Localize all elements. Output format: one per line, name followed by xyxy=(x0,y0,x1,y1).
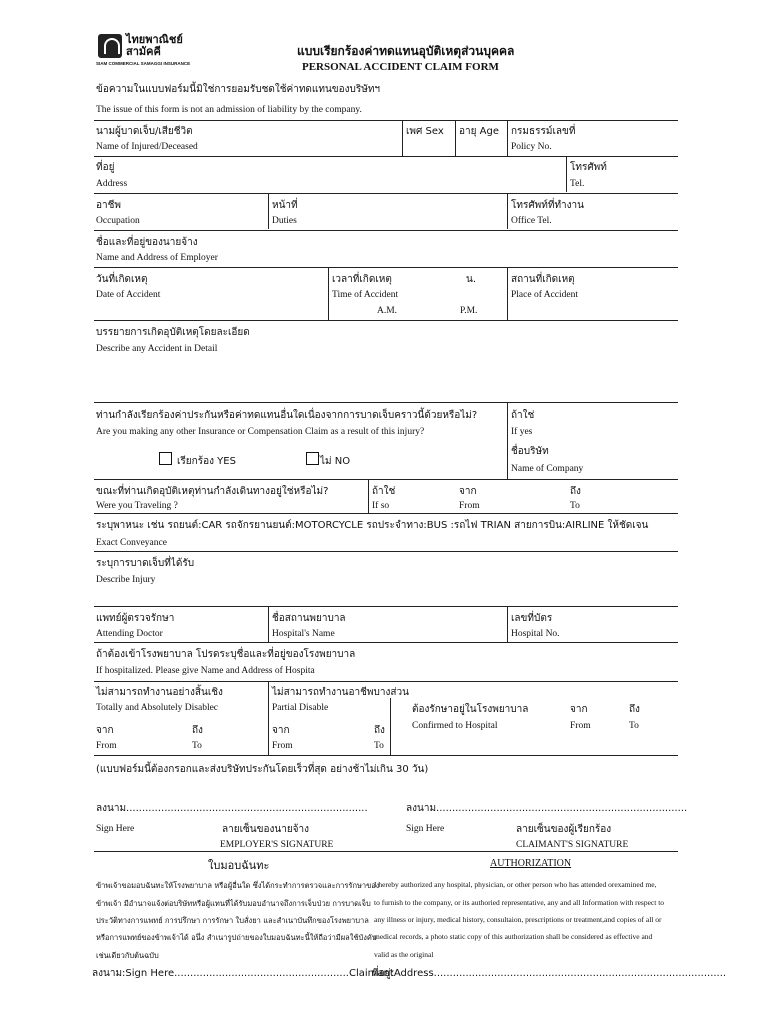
logo-subtitle: SIAM COMMERCIAL SAMAGGI INSURANCE xyxy=(96,61,191,66)
total-disable-label-th: ไม่สามารถทำงานอย่างสิ้นเชิง xyxy=(96,687,223,698)
auth-en-line: I hereby authorized any hospital, physician, or other person who has attended orexamined me, xyxy=(374,880,657,889)
travel-label-th: ขณะที่ท่านเกิดอุบัติเหตุท่านกำลังเดินทางอยู่ใช่หรือไม่? xyxy=(96,486,329,497)
office-tel-label-en: Office Tel. xyxy=(511,216,552,226)
total-to-label-en: To xyxy=(192,741,202,751)
place-label-th: สถานที่เกิดเหตุ xyxy=(511,274,575,285)
auth-th-line: ข้าพเจ้า มีอำนาจแจ้งต่อบริษัทหรือผู้แทนที่ได้รับมอบอำนาจถึงการเจ็บป่วย การบาดเจ็บ xyxy=(96,899,371,908)
auth-claimant-sign-line[interactable]: ลงนาม:Sign Here.......................................................Claimant xyxy=(92,968,394,979)
confined-from-label-en: From xyxy=(570,721,591,731)
doctor-label-en: Attending Doctor xyxy=(96,629,163,639)
employer-sign-line[interactable]: ลงนาม............................................................................ xyxy=(96,803,368,814)
total-from-label-en: From xyxy=(96,741,117,751)
confined-label-th: ต้องรักษาอยู่ในโรงพยาบาล xyxy=(412,704,529,715)
travel-to-label-en: To xyxy=(570,501,580,511)
duties-label-en: Duties xyxy=(272,216,297,226)
pm-label: P.M. xyxy=(460,306,478,316)
tel-label-en: Tel. xyxy=(570,179,585,189)
auth-address-line[interactable]: ที่อยู่:Address............................................................................................ xyxy=(372,968,727,979)
conveyance-label-en: Exact Conveyance xyxy=(96,538,167,548)
address-label-en: Address xyxy=(96,179,128,189)
hospital-label-en: Hospital's Name xyxy=(272,629,335,639)
disclaimer-en: The issue of this form is not an admission of liability by the company. xyxy=(96,105,362,115)
confined-to-label-en: To xyxy=(629,721,639,731)
partial-disable-label-th: ไม่สามารถทำงานอาชีพบางส่วน xyxy=(272,687,409,698)
authorization-title-th: ใบมอบฉันทะ xyxy=(208,859,270,872)
if-yes-label-th: ถ้าใช่ xyxy=(511,410,535,421)
form-title-th: แบบเรียกร้องค่าทดแทนอุบัติเหตุส่วนบุคคล xyxy=(297,44,515,58)
name-label-en: Name of Injured/Deceased xyxy=(96,142,198,152)
address-label-th: ที่อยู่ xyxy=(96,162,115,173)
company-label-en: Name of Company xyxy=(511,464,584,474)
employer-label-th: ชื่อและที่อยู่ของนายจ้าง xyxy=(96,237,198,248)
date-label-en: Date of Accident xyxy=(96,290,161,300)
no-checkbox[interactable] xyxy=(306,452,319,465)
place-label-en: Place of Accident xyxy=(511,290,579,300)
time-label-en: Time of Accident xyxy=(332,290,399,300)
if-yes-label-en: If yes xyxy=(511,427,533,437)
doctor-label-th: แพทย์ผู้ตรวจรักษา xyxy=(96,613,175,624)
logo-name: ไทยพาณิชย์ สามัคคี xyxy=(126,33,183,58)
sex-label: เพศ Sex xyxy=(406,126,444,137)
company-label-th: ชื่อบริษัท xyxy=(511,446,549,457)
travel-from-label-th: จาก xyxy=(459,486,477,497)
partial-disable-label-en: Partial Disable xyxy=(272,703,329,713)
date-label-th: วันที่เกิดเหตุ xyxy=(96,274,148,285)
partial-from-label-en: From xyxy=(272,741,293,751)
hospital-no-label-en: Hospital No. xyxy=(511,629,560,639)
auth-en-line: any illness or injury, medical history, consultaion, prescriptions or treatment,and copies of all or xyxy=(374,915,662,924)
tel-label-th: โทรศัพท์ xyxy=(570,162,607,173)
total-disable-label-en: Totally and Absolutely Disablec xyxy=(96,703,219,713)
company-logo-icon xyxy=(98,34,122,58)
confined-label-en: Confirmed to Hospital xyxy=(412,721,498,731)
employer-label-en: Name and Address of Employer xyxy=(96,253,218,263)
hospital-no-label-th: เลขที่บัตร xyxy=(511,613,553,624)
auth-en-line: valid as the original xyxy=(374,950,434,959)
employer-sign-label-th: ลายเซ็นของนายจ้าง xyxy=(222,824,310,835)
auth-th-line: ประวัติทางการแพทย์ การปรึกษา การรักษา ใบสั่งยา และสำเนาบันทึกของโรงพยาบาล xyxy=(96,916,369,925)
duties-label-th: หน้าที่ xyxy=(272,200,298,211)
no-label: ไม่ NO xyxy=(320,456,351,467)
claimant-sign-label-th: ลายเซ็นของผู้เรียกร้อง xyxy=(516,824,612,835)
claimant-sign-here: Sign Here xyxy=(406,824,445,834)
other-claim-label-th: ท่านกำลังเรียกร้องค่าประกันหรือค่าทดแทนอื่นใดเนื่องจากการบาดเจ็บคราวนี้ด้วยหรือไม่? xyxy=(96,410,478,421)
other-claim-label-en: Are you making any other Insurance or Compensation Claim as a result of this injury? xyxy=(96,427,425,437)
claimant-sign-label-en: CLAIMANT'S SIGNATURE xyxy=(516,840,629,850)
office-tel-label-th: โทรศัพท์ที่ทำงาน xyxy=(511,200,584,211)
hospital-label-th: ชื่อสถานพยาบาล xyxy=(272,613,346,624)
auth-th-line: เช่นเดียวกับต้นฉบับ xyxy=(96,951,159,960)
submit-note: (แบบฟอร์มนี้ต้องกรอกและส่งบริษัทประกันโดยเร็วที่สุด อย่างช้าไม่เกิน 30 วัน) xyxy=(96,764,429,775)
yes-checkbox[interactable] xyxy=(159,452,172,465)
partial-to-label-en: To xyxy=(374,741,384,751)
confined-to-label-th: ถึง xyxy=(629,704,640,715)
auth-th-line: ข้าพเจ้าขอมอบฉันทะให้โรงพยาบาล หรือผู้อื่นใด ซึ่งได้กระทำการตรวจและการรักษาของ xyxy=(96,881,380,890)
confined-from-label-th: จาก xyxy=(570,704,588,715)
if-so-label-en: If so xyxy=(372,501,390,511)
policy-label-th: กรมธรรม์เลขที่ xyxy=(511,126,576,137)
injury-label-th: ระบุการบาดเจ็บที่ได้รับ xyxy=(96,558,195,569)
total-from-label-th: จาก xyxy=(96,725,114,736)
yes-label: เรียกร้อง YES xyxy=(177,456,236,467)
if-so-label-th: ถ้าใช่ xyxy=(372,486,396,497)
partial-from-label-th: จาก xyxy=(272,725,290,736)
conveyance-label-th: ระบุพาหนะ เช่น รถยนต์:CAR รถจักรยานยนต์:MOTORCYCLE รถประจำทาง:BUS :รถไฟ TRIAN สายการบิน:AIRLINE ให้ชัดเจน xyxy=(96,520,649,531)
name-label-th: นามผู้บาดเจ็บ/เสียชีวิต xyxy=(96,126,193,137)
authorization-title-en: AUTHORIZATION xyxy=(490,858,572,869)
employer-sign-label-en: EMPLOYER'S SIGNATURE xyxy=(220,840,334,850)
occupation-label-en: Occupation xyxy=(96,216,140,226)
occupation-label-th: อาชีพ xyxy=(96,200,121,211)
injury-label-en: Describe Injury xyxy=(96,575,156,585)
describe-label-en: Describe any Accident in Detail xyxy=(96,344,218,354)
auth-th-line: หรือการแพทย์ของข้าพเจ้าได้ อนึ่ง สำเนารูปถ่ายของใบมอบฉันทะนี้ให้ถือว่ามีผลใช้บังคับ xyxy=(96,933,377,942)
time-unit-label: น. xyxy=(466,274,477,285)
partial-to-label-th: ถึง xyxy=(374,725,385,736)
age-label: อายุ Age xyxy=(459,126,499,137)
employer-sign-here: Sign Here xyxy=(96,824,135,834)
time-label-th: เวลาที่เกิดเหตุ xyxy=(332,274,392,285)
total-to-label-th: ถึง xyxy=(192,725,203,736)
travel-label-en: Were you Traveling ? xyxy=(96,501,178,511)
hospitalized-label-en: If hospitalized. Please give Name and Address of Hospita xyxy=(96,666,315,676)
claimant-sign-line[interactable]: ลงนาม............................................................................... xyxy=(406,803,688,814)
policy-label-en: Policy No. xyxy=(511,142,552,152)
form-title-en: PERSONAL ACCIDENT CLAIM FORM xyxy=(302,61,499,73)
travel-from-label-en: From xyxy=(459,501,480,511)
hospitalized-label-th: ถ้าต้องเข้าโรงพยาบาล โปรดระบุชื่อและที่อยู่ของโรงพยาบาล xyxy=(96,649,356,660)
travel-to-label-th: ถึง xyxy=(570,486,581,497)
am-label: A.M. xyxy=(377,306,398,316)
describe-label-th: บรรยายการเกิดอุบัติเหตุโดยละเอียด xyxy=(96,327,250,338)
auth-en-line: to furnish to the company, or its authoried representative, any and all Information with respect to xyxy=(374,898,665,907)
auth-en-line: medical records, a photo static copy of this authorization shall be considered as effective and xyxy=(374,932,653,941)
disclaimer-th: ข้อความในแบบฟอร์มนี้มิใช่การยอมรับชดใช้ค่าทดแทนของบริษัทฯ xyxy=(96,84,381,95)
